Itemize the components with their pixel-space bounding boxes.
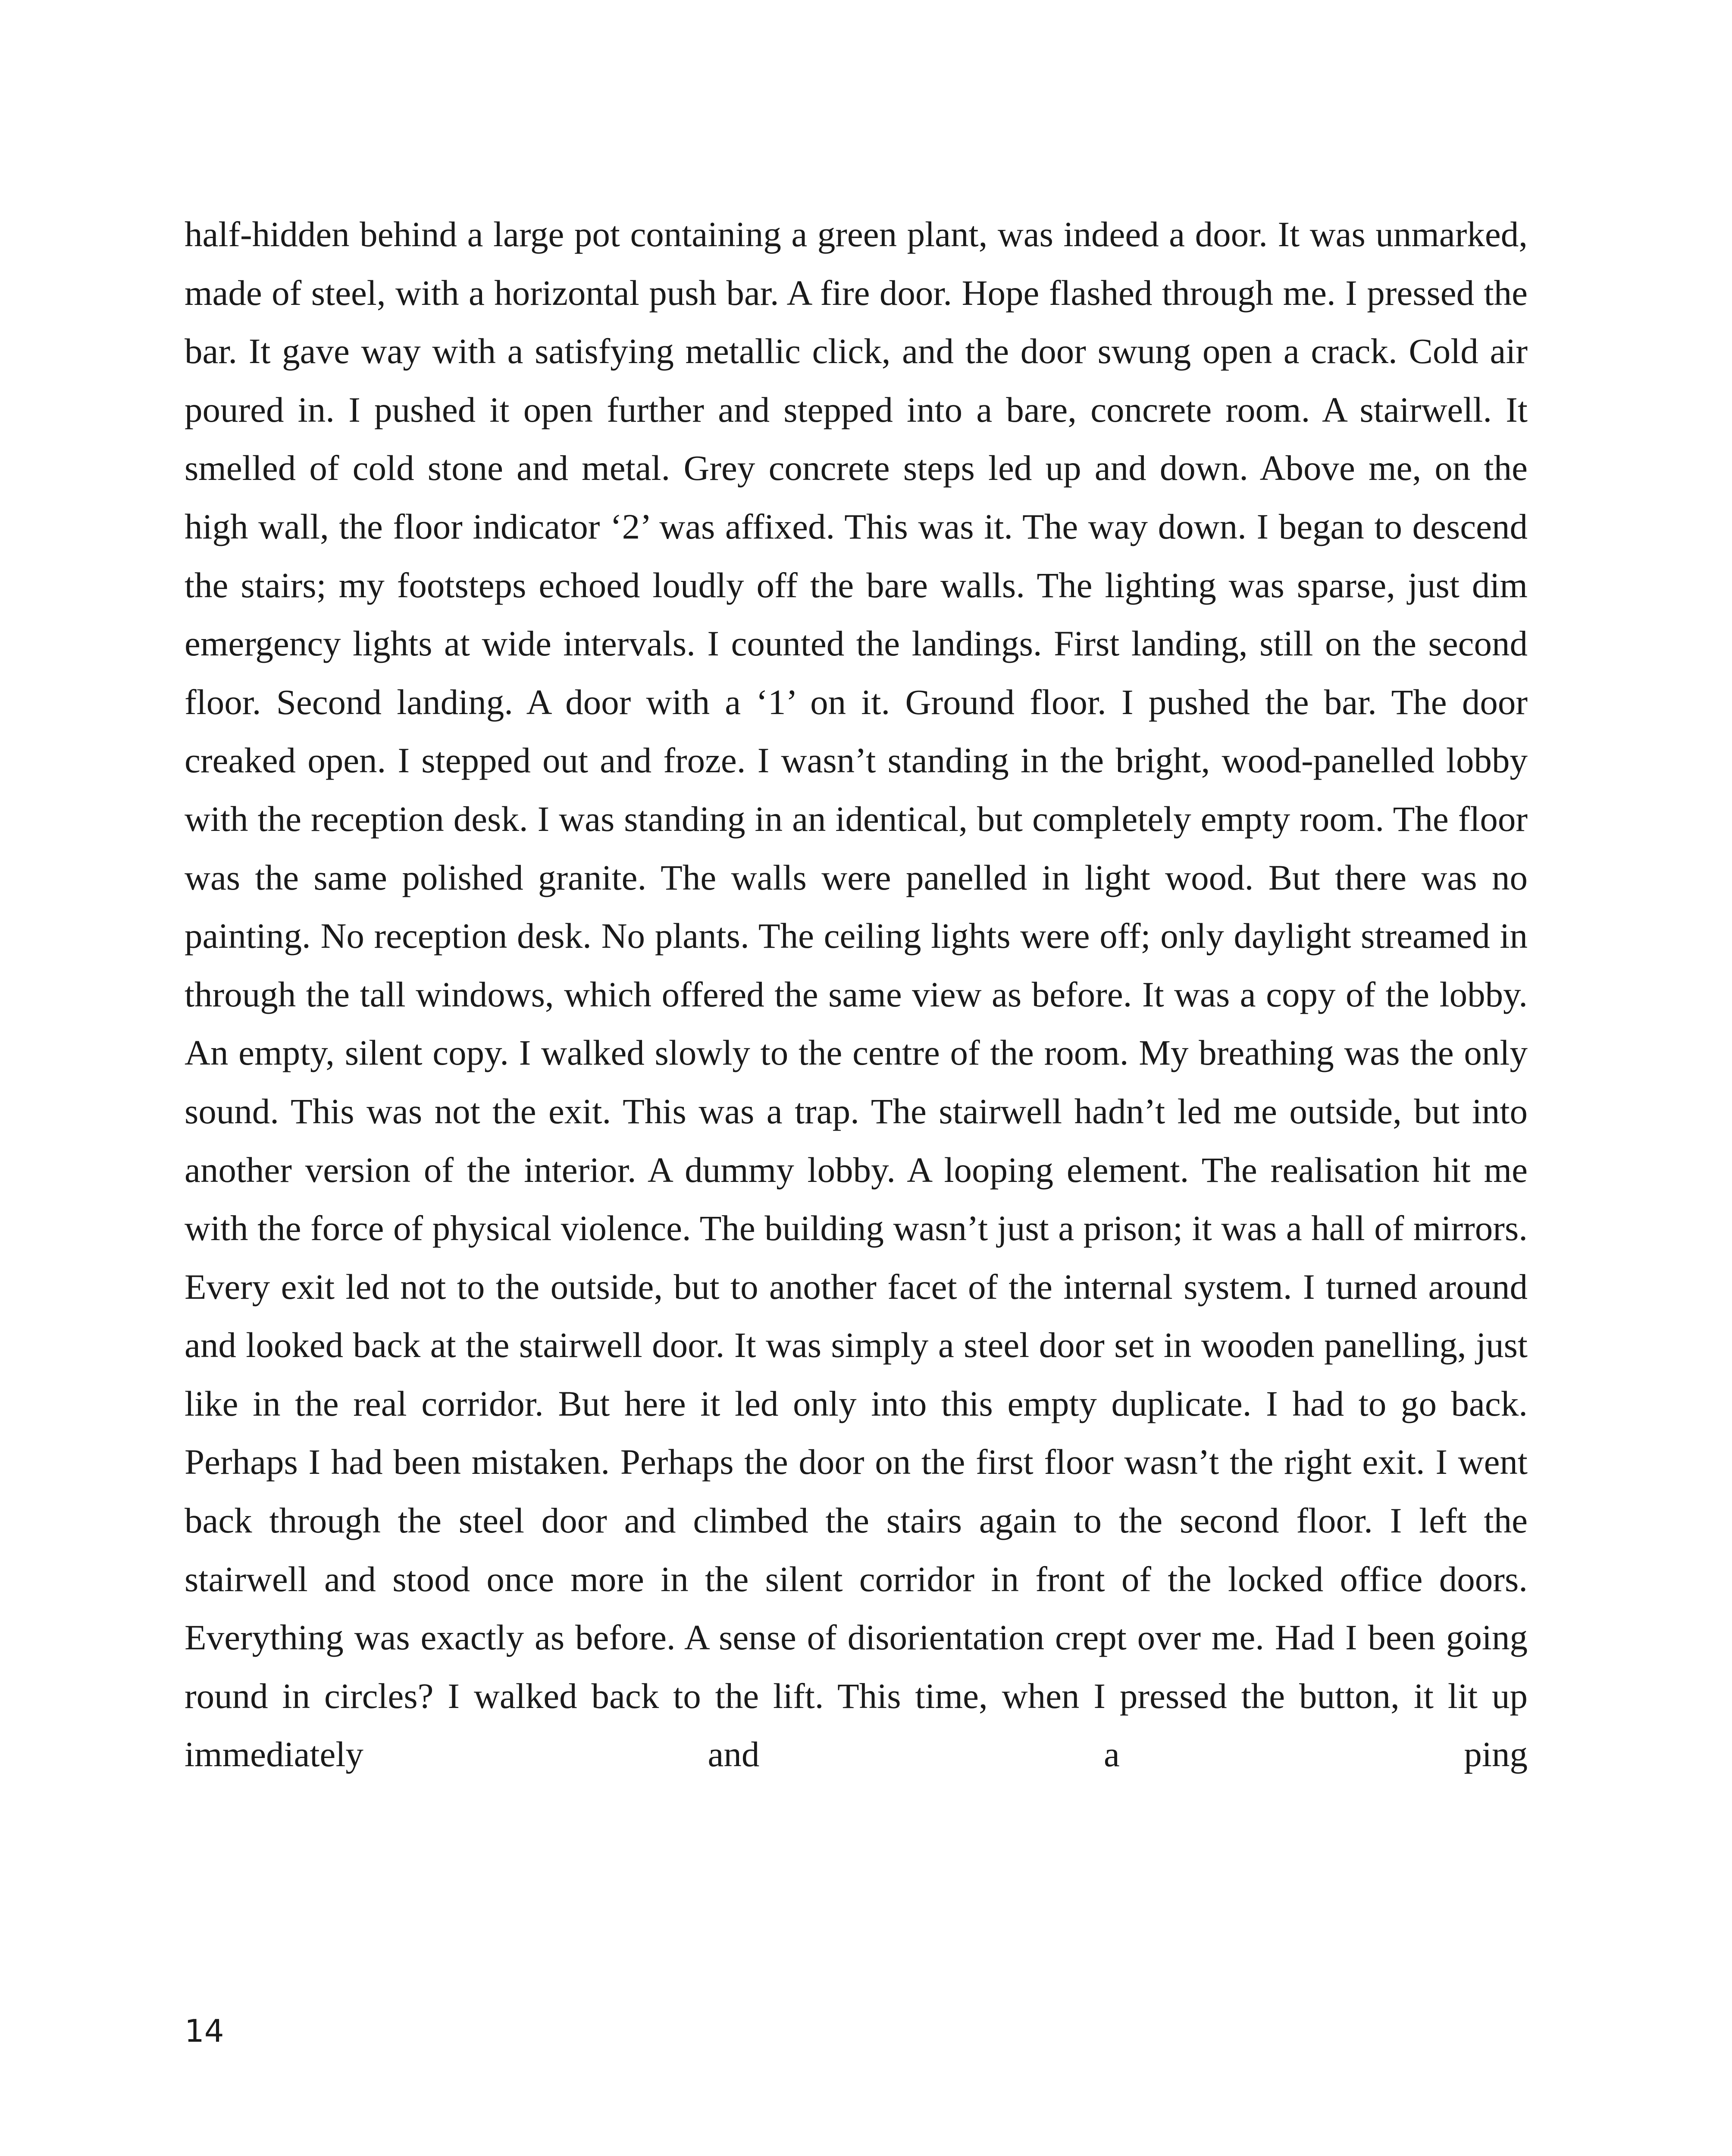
page-number: 14 [185, 2013, 224, 2049]
body-paragraph: half-hidden behind a large pot containing a green plant, was indeed a door. It was unmarked, made of steel, with a horizontal push bar. A fire door. Hope flashed through me. I pressed the bar. It gave way with a satisfying metallic click, and the door swung open a crack. Cold air poured in. I pushed it open further and stepped into a bare, concrete room. A stairwell. It smelled of cold stone and metal. Grey concrete steps led up and down. Above me, on the high wall, the floor indicator ‘2’ was affixed. This was it. The way down. I began to descend the stairs; my footsteps echoed loudly off the bare walls. The lighting was sparse, just dim emergency lights at wide intervals. I counted the landings. First landing, still on the second floor. Second landing. A door with a ‘1’ on it. Ground floor. I pushed the bar. The door creaked open. I stepped out and froze. I wasn’t standing in the bright, wood-panelled lobby with the reception desk. I was standing in an identical, but completely empty room. The floor was the same polished granite. The walls were panelled in light wood. But there was no painting. No reception desk. No plants. The ceiling lights were off; only daylight streamed in through the tall windows, which offered the same view as before. It was a copy of the lobby. An empty, silent copy. I walked slowly to the centre of the room. My breathing was the only sound. This was not the exit. This was a trap. The stairwell hadn’t led me outside, but into another version of the interior. A dummy lobby. A looping element. The realisation hit me with the force of physical violence. The building wasn’t just a prison; it was a hall of mirrors. Every exit led not to the outside, but to another facet of the internal system. I turned around and looked back at the stairwell door. It was simply a steel door set in wooden panelling, just like in the real corridor. But here it led only into this empty duplicate. I had to go back. Perhaps I had been mistaken. Perhaps the door on the first floor wasn’t the right exit. I went back through the steel door and climbed the stairs again to the second floor. I left the stairwell and stood once more in the silent corridor in front of the locked office doors. Everything was exactly as before. A sense of disorientation crept over me. Had I been going round in circles? I walked back to the lift. This time, when I pressed the button, it lit up immediately and a ping [185, 214, 1528, 1774]
